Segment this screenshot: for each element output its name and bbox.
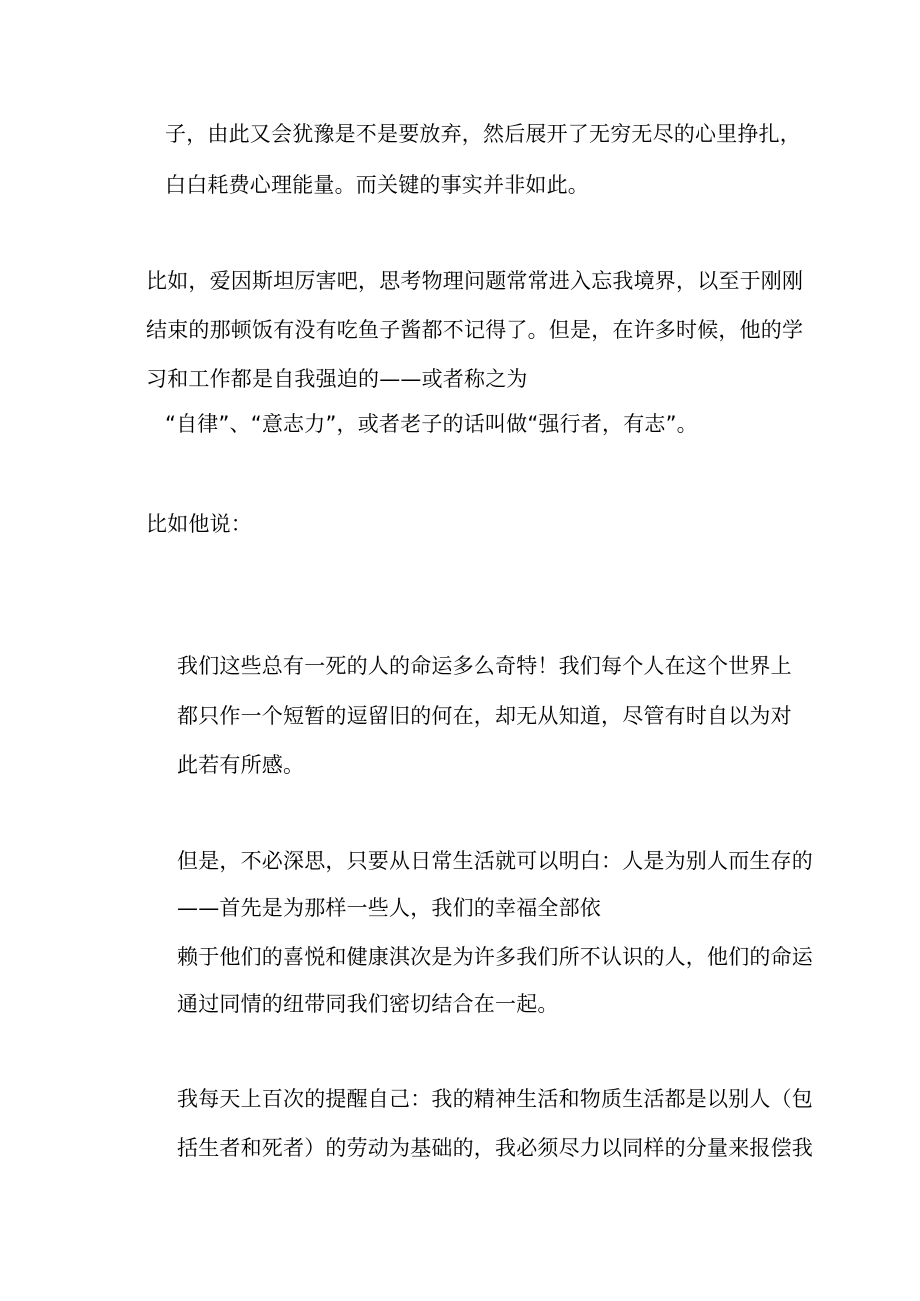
quote-line: 赖于他们的喜悦和健康淇次是为许多我们所不认识的人，他们的命运 bbox=[177, 945, 813, 969]
quote-line: ——首先是为那样一些人，我们的幸福全部依 bbox=[177, 896, 601, 920]
quote-line: 括生者和死者）的劳动为基础的，我必须尽力以同样的分量来报偿我 bbox=[177, 1136, 813, 1160]
quote-line: 但是，不必深思，只要从日常生活就可以明白：人是为别人而生存的 bbox=[177, 849, 813, 873]
quote-line: 通过同情的纽带同我们密切结合在一起。 bbox=[177, 992, 559, 1016]
text-line: 白白耗费心理能量。而关键的事实并非如此。 bbox=[165, 173, 589, 197]
quote-line: 我们这些总有一死的人的命运多么奇特！我们每个人在这个世界上 bbox=[177, 654, 792, 678]
text-line: 比如他说： bbox=[146, 512, 252, 536]
text-line: “自律”、“意志力”，或者老子的话叫做“强行者，有志”。 bbox=[165, 412, 698, 436]
quote-line: 都只作一个短暂的逗留旧的何在，却无从知道，尽管有时自以为对 bbox=[177, 704, 792, 728]
quote-line: 我每天上百次的提醒自己：我的精神生活和物质生活都是以别人（包 bbox=[177, 1087, 813, 1111]
quote-line: 此若有所感。 bbox=[177, 753, 305, 777]
text-line: 子，由此又会犹豫是不是要放弃，然后展开了无穷无尽的心里挣扎， bbox=[165, 122, 801, 146]
text-line: 习和工作都是自我强迫的——或者称之为 bbox=[146, 367, 528, 391]
text-line: 结束的那顿饭有没有吃鱼子酱都不记得了。但是，在许多时候，他的学 bbox=[146, 318, 804, 342]
text-line: 比如，爱因斯坦厉害吧，思考物理问题常常进入忘我境界，以至于刚刚 bbox=[146, 269, 804, 293]
